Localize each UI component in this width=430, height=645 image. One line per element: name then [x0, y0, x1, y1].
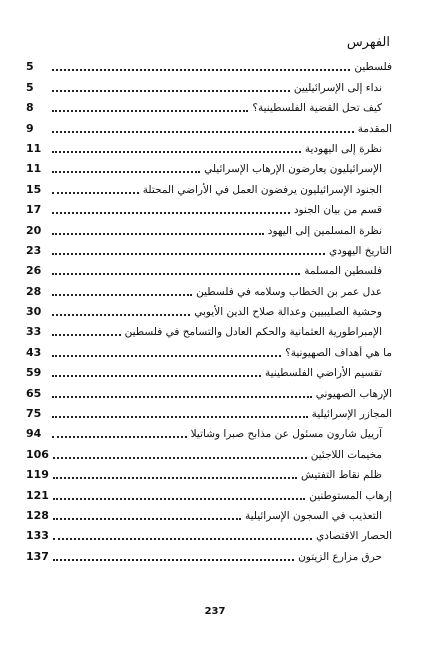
- toc-entry-title: تقسيم الأراضي الفلسطينية: [264, 367, 382, 380]
- toc-entry-page: 59: [26, 366, 42, 380]
- toc-entry-title: الحصار الاقتصادي: [316, 530, 392, 543]
- toc-entry-title: ما هي أهداف الصهيونية؟: [285, 346, 392, 359]
- table-of-contents: [26, 54, 392, 564]
- toc-entry-page: 133: [26, 529, 49, 543]
- toc-entry: [26, 482, 392, 502]
- page-heading: الفهرس: [346, 35, 390, 50]
- dot-leader: [52, 345, 281, 357]
- dot-leader: [53, 528, 312, 540]
- toc-entry-page: 33: [26, 325, 42, 339]
- toc-entry-page: 30: [26, 305, 42, 319]
- toc-entry: [26, 74, 392, 94]
- dot-leader: [53, 467, 297, 479]
- toc-entry: [26, 421, 392, 441]
- toc-entry-title: وحشية الصليبيين وعدالة صلاح الدين الأيوبي: [194, 306, 382, 319]
- toc-entry: [26, 299, 392, 319]
- dot-leader: [52, 406, 308, 418]
- toc-entry: [26, 54, 392, 74]
- dot-leader: [52, 223, 264, 235]
- toc-entry-title: التعذيب في السجون الإسرائيلية: [244, 509, 382, 522]
- toc-entry: [26, 503, 392, 523]
- toc-entry: [26, 543, 392, 563]
- toc-entry-title: مخيمات اللاجئين: [310, 448, 382, 461]
- dot-leader: [53, 447, 307, 459]
- toc-entry-page: 28: [26, 284, 42, 298]
- toc-entry: [26, 462, 392, 482]
- toc-entry: [26, 115, 392, 135]
- toc-entry-title: الإمبراطورية العثمانية والحكم العادل والتسامح في فلسطين: [124, 326, 382, 339]
- toc-entry-title: فلسطين: [354, 61, 392, 74]
- toc-entry-page: 128: [26, 508, 49, 522]
- dot-leader: [52, 80, 290, 92]
- dot-leader: [52, 141, 301, 153]
- dot-leader: [52, 304, 190, 316]
- toc-entry-title: كيف تحل القضية الفلسطينية؟: [252, 102, 382, 115]
- dot-leader: [53, 549, 294, 561]
- dot-leader: [52, 365, 261, 377]
- toc-entry: [26, 217, 392, 237]
- toc-entry-title: المقدمة: [357, 122, 392, 135]
- toc-entry-page: 26: [26, 264, 42, 278]
- toc-entry-page: 5: [26, 60, 34, 74]
- dot-leader: [52, 202, 290, 214]
- toc-entry: [26, 95, 392, 115]
- toc-entry-page: 94: [26, 427, 42, 441]
- toc-entry: [26, 360, 392, 380]
- toc-entry-title: قسم من بيان الجنود: [293, 204, 382, 217]
- toc-entry: [26, 401, 392, 421]
- toc-entry-page: 17: [26, 203, 42, 217]
- toc-entry-title: المجازر الإسرائيلية: [311, 408, 392, 421]
- toc-entry-page: 11: [26, 162, 42, 176]
- toc-entry-title: نظرة المسلمين إلى اليهود: [267, 224, 382, 237]
- toc-entry-title: الإرهاب الصهيوني: [315, 387, 392, 400]
- toc-entry-title: آرييل شارون مسئول عن مذابح صبرا وشاتيلا: [190, 428, 382, 441]
- toc-entry-title: ظلم نقاط التفتيش: [301, 469, 382, 482]
- dot-leader: [52, 100, 248, 112]
- toc-entry-title: نظرة إلى اليهودية: [304, 142, 382, 155]
- toc-entry-page: 5: [26, 80, 34, 94]
- dot-leader: [52, 426, 187, 438]
- toc-entry: [26, 238, 392, 258]
- toc-entry-page: 119: [26, 468, 49, 482]
- toc-entry: [26, 176, 392, 196]
- dot-leader: [52, 59, 350, 71]
- dot-leader: [52, 284, 192, 296]
- toc-entry-page: 23: [26, 243, 42, 257]
- toc-entry-page: 15: [26, 182, 42, 196]
- page-number: 237: [204, 606, 226, 617]
- dot-leader: [53, 488, 305, 500]
- toc-entry-page: 65: [26, 386, 42, 400]
- toc-entry-title: نداء إلى الإسرائيليين: [293, 81, 382, 94]
- toc-entry-page: 43: [26, 345, 42, 359]
- toc-entry-title: فلسطين المسلمة: [304, 265, 382, 278]
- toc-entry-page: 106: [26, 447, 49, 461]
- toc-entry: [26, 319, 392, 339]
- toc-entry-title: عدل عمر بن الخطاب وسلامه في فلسطين: [196, 285, 382, 298]
- toc-entry: [26, 197, 392, 217]
- dot-leader: [52, 182, 139, 194]
- toc-entry-page: 137: [26, 549, 49, 563]
- dot-leader: [52, 263, 300, 275]
- toc-entry: [26, 258, 392, 278]
- toc-entry: [26, 156, 392, 176]
- toc-entry-title: حرق مزارع الزيتون: [298, 550, 382, 563]
- toc-entry-page: 121: [26, 488, 49, 502]
- toc-entry-page: 75: [26, 407, 42, 421]
- toc-entry-title: الإسرائيليون يعارضون الإرهاب الإسرائيلي: [204, 163, 382, 176]
- toc-entry-page: 11: [26, 141, 42, 155]
- toc-entry-title: الجنود الإسرائيليون يرفضون العمل في الأراضي المحتلة: [142, 183, 382, 196]
- toc-entry-page: 20: [26, 223, 42, 237]
- dot-leader: [53, 508, 241, 520]
- toc-entry-page: 9: [26, 121, 34, 135]
- dot-leader: [52, 161, 200, 173]
- toc-entry-page: 8: [26, 101, 34, 115]
- toc-entry: [26, 441, 392, 461]
- toc-entry-title: التاريخ اليهودي: [328, 244, 392, 257]
- dot-leader: [52, 386, 312, 398]
- toc-entry: [26, 380, 392, 400]
- toc-entry: [26, 523, 392, 543]
- toc-entry-title: إرهاب المستوطنين: [309, 489, 392, 502]
- dot-leader: [52, 243, 325, 255]
- toc-entry: [26, 339, 392, 359]
- toc-entry: [26, 278, 392, 298]
- toc-entry: [26, 136, 392, 156]
- dot-leader: [52, 324, 121, 336]
- dot-leader: [52, 121, 354, 133]
